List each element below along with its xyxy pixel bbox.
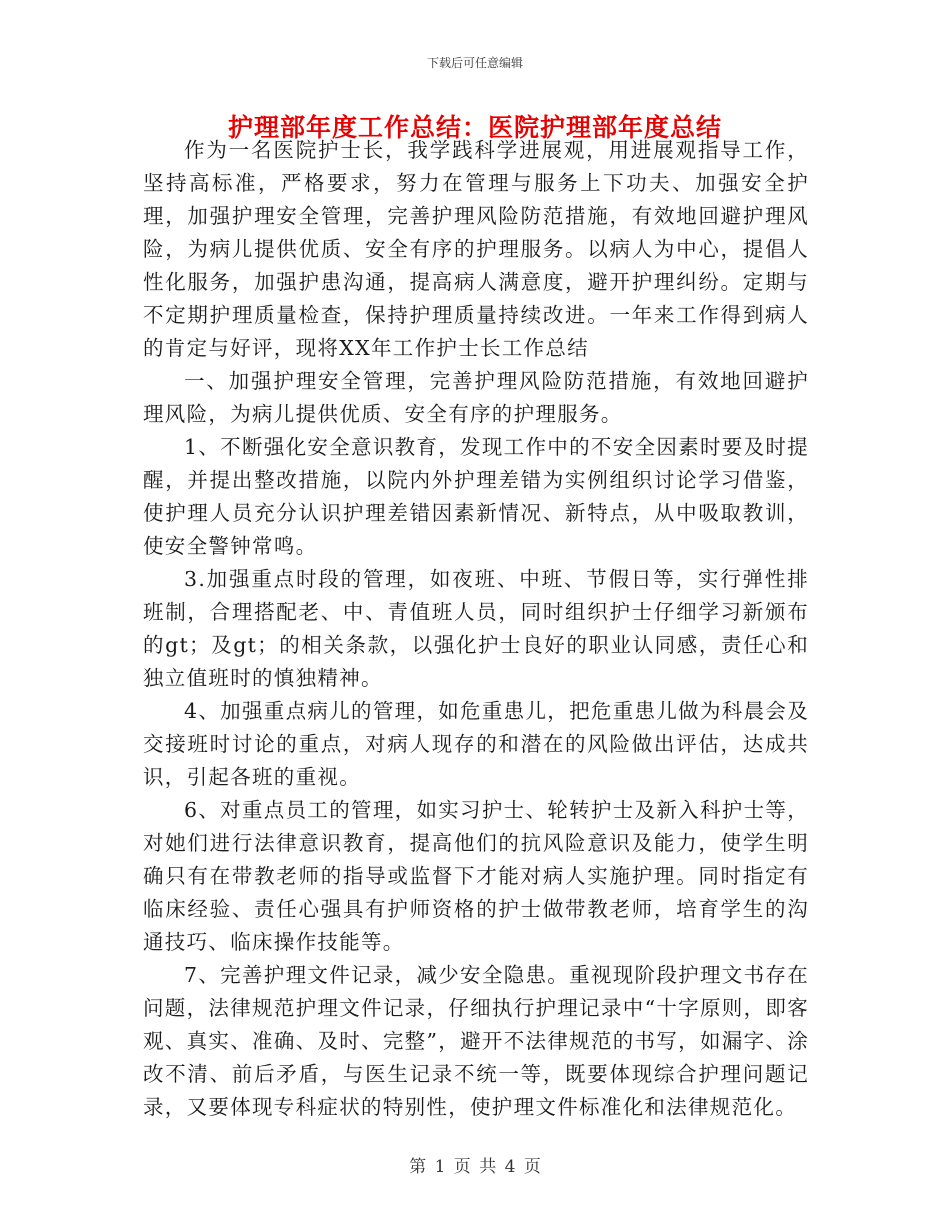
document-title: 护理部年度工作总结：医院护理部年度总结	[227, 113, 722, 142]
paragraph: 7、完善护理文件记录，减少安全隐患。重视现阶段护理文书存在问题，法律规范护理文件记录，仔细执行护理记录中“十字原则，即客观、真实、准确、及时、完整”，避开不法律规范的书写，如漏字、涂改不清、前后矛盾，与医生记录不统一等，既要体现综合护理问题记录，又要体现专科症状的特别性，使护理文件标准化和法律规范化。	[143, 963, 809, 1119]
header-note: 下载后可任意编辑	[426, 56, 523, 70]
page-footer: 第 1 页 共 4 页	[409, 1157, 541, 1177]
paragraph: 1、不断强化安全意识教育，发现工作中的不安全因素时要及时提醒，并提出整改措施，以院内外护理差错为实例组织讨论学习借鉴，使护理人员充分认识护理差错因素新情况、新特点，从中吸取教训，使安全警钟常鸣。	[143, 435, 809, 558]
paragraph: 4、加强重点病儿的管理，如危重患儿，把危重患儿做为科晨会及交接班时讨论的重点，对病人现存的和潜在的风险做出评估，达成共识，引起各班的重视。	[143, 699, 809, 789]
paragraph: 6、对重点员工的管理，如实习护士、轮转护士及新入科护士等，对她们进行法律意识教育，提高他们的抗风险意识及能力，使学生明确只有在带教老师的指导或监督下才能对病人实施护理。同时指定有临床经验、责任心强具有护师资格的护士做带教老师，培育学生的沟通技巧、临床操作技能等。	[143, 798, 809, 954]
paragraph: 3.加强重点时段的管理，如夜班、中班、节假日等，实行弹性排班制，合理搭配老、中、青值班人员，同时组织护士仔细学习新颁布的gt；及gt；的相关条款，以强化护士良好的职业认同感，责任心和独立值班时的慎独精神。	[143, 567, 809, 690]
document-body	[143, 134, 809, 1124]
paragraph: 作为一名医院护士长，我学践科学进展观，用进展观指导工作，坚持高标准，严格要求，努力在管理与服务上下功夫、加强安全护理，加强护理安全管理，完善护理风险防范措施，有效地回避护理风险，为病儿提供优质、安全有序的护理服务。以病人为中心，提倡人性化服务，加强护患沟通，提高病人满意度，避开护理纠纷。定期与不定期护理质量检查，保持护理质量持续改进。一年来工作得到病人的肯定与好评，现将XX年工作护士长工作总结	[143, 138, 809, 360]
paragraph: 一、加强护理安全管理，完善护理风险防范措施，有效地回避护理风险，为病儿提供优质、安全有序的护理服务。	[143, 369, 809, 426]
